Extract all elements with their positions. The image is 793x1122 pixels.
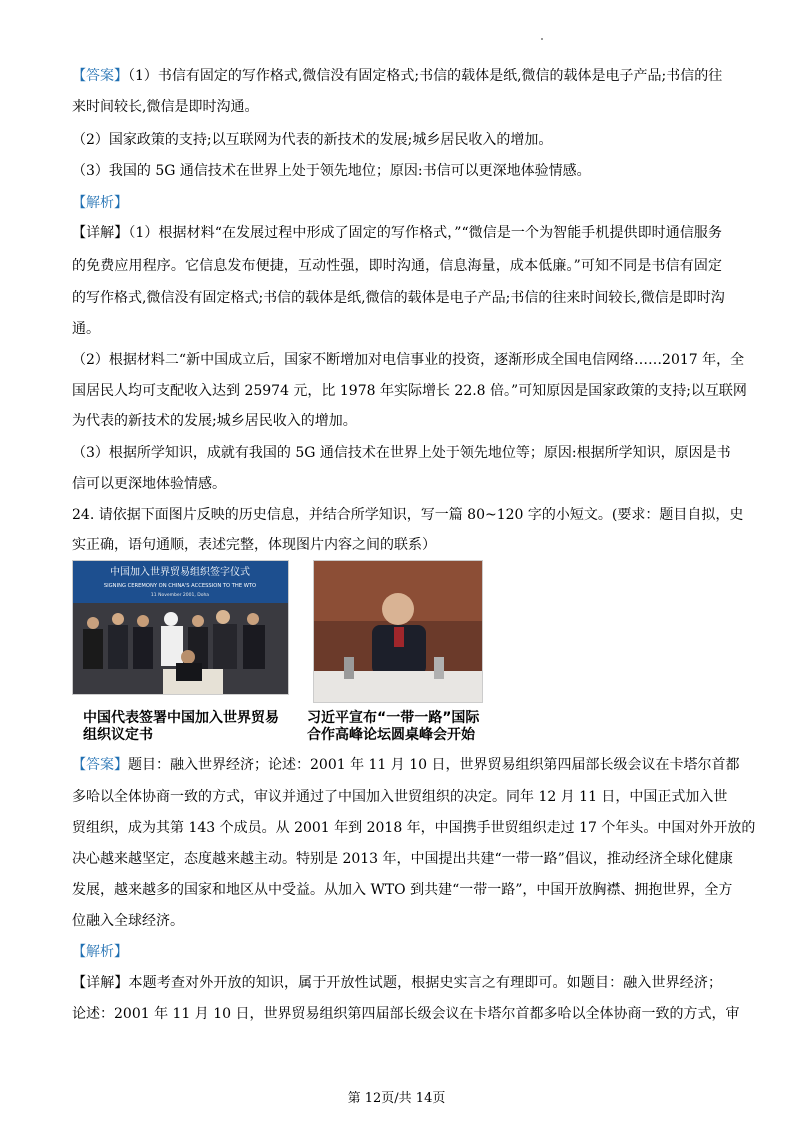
analysis24-tag: 【解析】: [72, 944, 128, 960]
detail23-line1: 【详解】（1）根据材料“在发展过程中形成了固定的写作格式，”“微信是一个为智能手机提供即时通信服务: [72, 225, 722, 241]
question24-line2: 实正确，语句通顺，表述完整，体现图片内容之间的联系）: [72, 537, 436, 553]
detail23-line4: 通。: [72, 321, 100, 337]
banner-cn: 中国加入世界贸易组织签字仪式: [110, 567, 250, 578]
answer-tag: 【答案】: [72, 757, 128, 773]
photo1-caption-line1: 中国代表签署中国加入世界贸易: [83, 710, 279, 726]
detail-tag: 【详解】: [72, 225, 129, 241]
analysis23-tag: 【解析】: [72, 195, 128, 211]
detail23-line7: 为代表的新技术的发展;城乡居民收入的增加。: [72, 413, 357, 429]
answer24-line3: 贸组织，成为其第 143 个成员。从 2001 年到 2018 年，中国携手世贸组织走过 17 个年头。中国对外开放的: [72, 820, 756, 836]
detail23-line9: 信可以更深地体验情感。: [72, 476, 226, 492]
answer23-line3: （2）国家政策的支持;以互联网为代表的新技术的发展;城乡居民收入的增加。: [72, 132, 553, 148]
answer23-line1: 【答案】（1）书信有固定的写作格式,微信没有固定格式;书信的载体是纸,微信的载体是电子产品;书信的往: [72, 68, 723, 84]
detail23-line8: （3）根据所学知识，成就有我国的 5G 通信技术在世界上处于领先地位等；原因:根据所学知识，原因是书: [72, 445, 731, 461]
detail23-line2: 的免费应用程序。它信息发布便捷，互动性强，即时沟通，信息海量，成本低廉。”可知不同是书信有固定: [72, 258, 722, 274]
photo2-caption-line1: 习近平宣布“一带一路”国际: [307, 710, 480, 726]
wto-signing-photo: [72, 560, 289, 695]
answer24-line6: 位融入全球经济。: [72, 913, 184, 929]
photo2-caption-line2: 合作高峰论坛圆桌峰会开始: [307, 727, 475, 743]
answer23-line2: 来时间较长,微信是即时沟通。: [72, 99, 259, 115]
detail-tag: 【详解】: [72, 975, 129, 991]
belt-road-forum-illustration: [314, 561, 482, 702]
photo1-caption-line2: 组织议定书: [83, 727, 153, 743]
scan-dot: [541, 38, 543, 40]
answer24-line1: 【答案】题目：融入世界经济；论述：2001 年 11 月 10 日，世界贸易组织第四届部长级会议在卡塔尔首都: [72, 757, 740, 773]
answer23-line4: （3）我国的 5G 通信技术在世界上处于领先地位；原因:书信可以更深地体验情感。: [72, 163, 591, 179]
detail23-line5: （2）根据材料二“新中国成立后，国家不断增加对电信事业的投资，逐渐形成全国电信网络……2017 年，全: [72, 352, 745, 368]
banner-en: SIGNING CEREMONY ON CHINA'S ACCESSION TO THE WTO: [103, 583, 257, 589]
banner-date: 11 November 2001, Doha: [150, 593, 210, 598]
detail24-line2: 论述：2001 年 11 月 10 日，世界贸易组织第四届部长级会议在卡塔尔首都多哈以全体协商一致的方式，审: [72, 1006, 740, 1022]
wto-signing-illustration: [73, 561, 288, 694]
question24-line1: 24. 请依据下面图片反映的历史信息，并结合所学知识，写一篇 80~120 字的小短文。(要求：题目自拟，史: [72, 507, 744, 523]
detail23-line3: 的写作格式,微信没有固定格式;书信的载体是纸,微信的载体是电子产品;书信的往来时间较长,微信是即时沟: [72, 290, 725, 306]
belt-road-forum-photo: [313, 560, 483, 703]
answer24-line2: 多哈以全体协商一致的方式，审议并通过了中国加入世贸组织的决定。同年 12 月 11 日，中国正式加入世: [72, 789, 728, 805]
answer24-line4: 决心越来越坚定，态度越来越主动。特别是 2013 年，中国提出共建“一带一路”倡议，推动经济全球化健康: [72, 851, 733, 867]
detail23-line6: 国居民人均可支配收入达到 25974 元，比 1978 年实际增长 22.8 倍。”可知原因是国家政策的支持;以互联网: [72, 383, 747, 399]
detail24-line1: 【详解】本题考查对外开放的知识，属于开放性试题，根据史实言之有理即可。如题目：融入世界经济；: [72, 975, 723, 991]
answer-tag: 【答案】: [72, 68, 128, 84]
answer24-line5: 发展，越来越多的国家和地区从中受益。从加入 WTO 到共建“一带一路”，中国开放胸襟、拥抱世界，全方: [72, 882, 733, 898]
page-number: 第 12页/共 14页: [347, 1091, 446, 1106]
